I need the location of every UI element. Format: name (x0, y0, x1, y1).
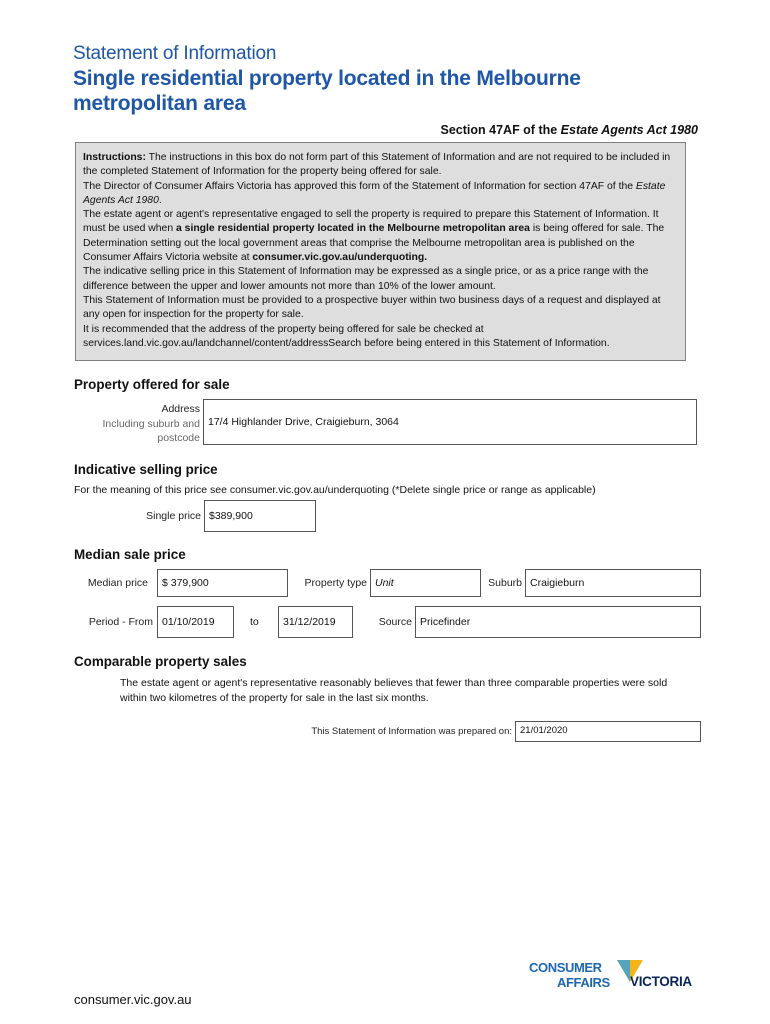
comparable-heading: Comparable property sales (74, 654, 247, 669)
document-title (73, 66, 713, 116)
single-price-label: Single price (146, 510, 201, 522)
instructions-p2-act: Estate Agents Act 1980 (83, 180, 666, 206)
instructions-p3-bold: a single residential property located in the Melbourne metropolitan area (176, 223, 530, 235)
median-heading: Median sale price (74, 547, 186, 562)
comparable-text: The estate agent or agent's representative reasonably believes that fewer than three comparable properties were sold within two kilometres of the property for sale in the last six months. (120, 677, 668, 704)
property-heading: Property offered for sale (74, 377, 230, 392)
instructions-p5: This Statement of Information must be provided to a prospective buyer within two business days of a request and displayed at any open for inspection for the property for sale. (83, 294, 661, 321)
instructions-p3-b: is being offered for sale. The Determination setting out the local government areas that comprise the Melbourne metropolitan area is published on the Consumer Affairs Victoria website at (83, 223, 665, 264)
document-title-line2: metropolitan area (73, 92, 246, 115)
instructions-p2-text: The Director of Consumer Affairs Victoria has approved this form of the Statement of Information for section 47AF of the (83, 180, 636, 192)
act-prefix: Section 47AF of the (440, 123, 561, 137)
address-value: 17/4 Highlander Drive, Craigieburn, 3064 (208, 416, 399, 428)
median-price-value: $ 379,900 (162, 577, 209, 589)
act-name: Estate Agents Act 1980 (560, 123, 698, 137)
suburb-value: Craigieburn (530, 577, 585, 589)
instructions-p4: The indicative selling price in this Statement of Information may be expressed as a single price, or as a price range with the difference between the upper and lower amounts not more than 10% of the lower amount. (83, 266, 649, 292)
address-field[interactable] (203, 399, 697, 445)
single-price-field[interactable] (204, 500, 316, 532)
logo-consumer-text: CONSUMER (529, 960, 602, 975)
period-to-value: 31/12/2019 (283, 616, 336, 628)
document-subtitle: Statement of Information (73, 43, 277, 64)
property-type-value: Unit (375, 577, 394, 589)
period-from-value: 01/10/2019 (162, 616, 215, 628)
suburb-field[interactable] (525, 569, 701, 597)
single-price-value: $389,900 (209, 510, 253, 522)
source-value: Pricefinder (420, 616, 471, 628)
period-to-label: to (250, 616, 259, 628)
median-price-label: Median price (87, 577, 148, 589)
instructions-box (75, 142, 686, 361)
document-title-line1: Single residential property located in the Melbourne (73, 67, 581, 90)
source-field[interactable] (415, 606, 701, 638)
suburb-label: Suburb (488, 577, 522, 589)
period-from-field[interactable] (157, 606, 234, 638)
instructions-p3 (83, 208, 679, 265)
logo-victoria-text: VICTORIA (630, 974, 692, 989)
period-to-field[interactable] (278, 606, 353, 638)
instructions-p2-end: . (158, 194, 162, 206)
instructions-p2 (83, 180, 679, 209)
instructions-p1 (83, 151, 679, 180)
indicative-note: For the meaning of this price see consumer.vic.gov.au/underquoting (*Delete single price or range as applicable) (74, 484, 596, 496)
prepared-on-field[interactable] (515, 721, 701, 742)
address-label (80, 402, 200, 446)
property-type-field[interactable] (370, 569, 481, 597)
median-price-field[interactable] (157, 569, 288, 597)
prepared-on-value: 21/01/2020 (520, 725, 568, 736)
indicative-heading: Indicative selling price (74, 462, 218, 477)
address-label-line3: postcode (157, 432, 200, 444)
instructions-p6: It is recommended that the address of the property being offered for sale be checked at services.land.vic.gov.au/landchannel/content/addressSearch before being entered in this Statement of Information. (83, 323, 610, 349)
footer-url[interactable]: consumer.vic.gov.au (74, 992, 192, 1007)
prepared-on-label: This Statement of Information was prepared on: (311, 726, 512, 737)
address-label-line1: Address (161, 403, 200, 415)
logo-affairs-text: AFFAIRS (557, 975, 610, 990)
consumer-affairs-victoria-logo (527, 958, 702, 992)
act-reference (300, 123, 698, 137)
period-from-label: Period - From (88, 616, 153, 628)
address-label-line2: Including suburb and (102, 417, 200, 430)
instructions-label: Instructions: (83, 152, 146, 163)
property-type-label: Property type (304, 577, 367, 589)
source-label: Source (378, 616, 412, 628)
instructions-p3-a: The estate agent or agent's representative engaged to sell the property is required to prepare this Statement of Information. It must be used when (83, 209, 659, 235)
underquoting-link[interactable]: consumer.vic.gov.au/underquoting. (252, 252, 428, 264)
instructions-p1-text: The instructions in this box do not form part of this Statement of Information and are not required to be included in the completed Statement of Information for the property being offered for sale. (83, 152, 671, 178)
